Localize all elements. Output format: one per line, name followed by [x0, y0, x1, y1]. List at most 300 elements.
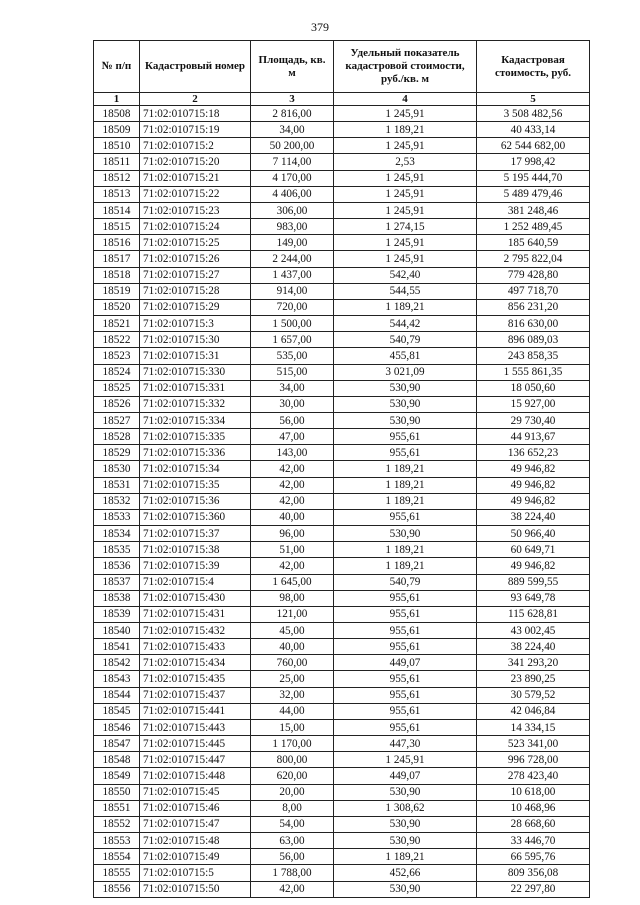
- cadastral-number-cell: 71:02:010715:434: [140, 655, 251, 671]
- cadastral-value-cell: 30 579,52: [477, 687, 590, 703]
- cadastral-value-cell: 49 946,82: [477, 493, 590, 509]
- cadastral-value-cell: 60 649,71: [477, 542, 590, 558]
- specific-value-cell: 540,79: [334, 332, 477, 348]
- cadastral-value-cell: 15 927,00: [477, 396, 590, 412]
- cadastral-value-cell: 779 428,80: [477, 267, 590, 283]
- table-row: [94, 412, 590, 428]
- table-row: [94, 219, 590, 235]
- specific-value-cell: 544,42: [334, 316, 477, 332]
- area-cell: 30,00: [251, 396, 334, 412]
- area-cell: 914,00: [251, 283, 334, 299]
- specific-value-cell: 449,07: [334, 768, 477, 784]
- cadastral-value-cell: 49 946,82: [477, 461, 590, 477]
- row-number-cell: 18520: [94, 299, 140, 315]
- area-cell: 20,00: [251, 784, 334, 800]
- area-cell: 760,00: [251, 655, 334, 671]
- specific-value-cell: 955,61: [334, 703, 477, 719]
- row-number-cell: 18550: [94, 784, 140, 800]
- cadastral-value-cell: 115 628,81: [477, 606, 590, 622]
- area-cell: 4 170,00: [251, 170, 334, 186]
- cadastral-value-cell: 14 334,15: [477, 719, 590, 735]
- area-cell: 121,00: [251, 606, 334, 622]
- row-number-cell: 18536: [94, 558, 140, 574]
- cadastral-value-cell: 809 356,08: [477, 865, 590, 881]
- specific-value-cell: 530,90: [334, 380, 477, 396]
- cadastral-value-cell: 42 046,84: [477, 703, 590, 719]
- cadastral-number-cell: 71:02:010715:31: [140, 348, 251, 364]
- cadastral-value-cell: 40 433,14: [477, 122, 590, 138]
- cadastral-value-cell: 136 652,23: [477, 445, 590, 461]
- table-row: [94, 509, 590, 525]
- row-number-cell: 18522: [94, 332, 140, 348]
- specific-value-cell: 1 245,91: [334, 106, 477, 122]
- specific-value-cell: 530,90: [334, 412, 477, 428]
- row-number-cell: 18517: [94, 251, 140, 267]
- area-cell: 515,00: [251, 364, 334, 380]
- area-cell: 42,00: [251, 881, 334, 897]
- cadastral-value-cell: 2 795 822,04: [477, 251, 590, 267]
- row-number-cell: 18525: [94, 380, 140, 396]
- cadastral-number-cell: 71:02:010715:49: [140, 849, 251, 865]
- table-row: [94, 833, 590, 849]
- table-row: [94, 348, 590, 364]
- row-number-cell: 18528: [94, 429, 140, 445]
- area-cell: 42,00: [251, 477, 334, 493]
- table-row: [94, 154, 590, 170]
- cadastral-value-cell: 341 293,20: [477, 655, 590, 671]
- specific-value-cell: 3 021,09: [334, 364, 477, 380]
- cadastral-value-cell: 243 858,35: [477, 348, 590, 364]
- cadastral-value-cell: 10 468,96: [477, 800, 590, 816]
- row-number-cell: 18547: [94, 736, 140, 752]
- row-number-cell: 18511: [94, 154, 140, 170]
- table-row: [94, 493, 590, 509]
- area-cell: 56,00: [251, 849, 334, 865]
- area-cell: 720,00: [251, 299, 334, 315]
- cadastral-value-cell: 38 224,40: [477, 509, 590, 525]
- area-cell: 1 500,00: [251, 316, 334, 332]
- page-number: 379: [311, 20, 329, 34]
- column-number: 2: [140, 93, 251, 106]
- row-number-cell: 18523: [94, 348, 140, 364]
- specific-value-cell: 530,90: [334, 816, 477, 832]
- cadastral-number-cell: 71:02:010715:335: [140, 429, 251, 445]
- cadastral-value-cell: 43 002,45: [477, 623, 590, 639]
- row-number-cell: 18534: [94, 526, 140, 542]
- specific-value-cell: 955,61: [334, 687, 477, 703]
- row-number-cell: 18531: [94, 477, 140, 493]
- cadastral-number-cell: 71:02:010715:46: [140, 800, 251, 816]
- cadastral-value-cell: 996 728,00: [477, 752, 590, 768]
- area-cell: 42,00: [251, 461, 334, 477]
- table-row: [94, 768, 590, 784]
- specific-value-cell: 530,90: [334, 526, 477, 542]
- specific-value-cell: 1 245,91: [334, 138, 477, 154]
- specific-value-cell: 1 189,21: [334, 558, 477, 574]
- specific-value-cell: 955,61: [334, 623, 477, 639]
- header-cadastral-value: Кадастровая стоимость, руб.: [477, 41, 590, 93]
- specific-value-cell: 530,90: [334, 881, 477, 897]
- row-number-cell: 18513: [94, 186, 140, 202]
- cadastral-value-cell: 38 224,40: [477, 639, 590, 655]
- cadastral-number-cell: 71:02:010715:47: [140, 816, 251, 832]
- cadastral-number-cell: 71:02:010715:48: [140, 833, 251, 849]
- area-cell: 45,00: [251, 623, 334, 639]
- specific-value-cell: 1 245,91: [334, 752, 477, 768]
- row-number-cell: 18508: [94, 106, 140, 122]
- row-number-cell: 18556: [94, 881, 140, 897]
- specific-value-cell: 1 189,21: [334, 461, 477, 477]
- row-number-cell: 18510: [94, 138, 140, 154]
- cadastral-number-cell: 71:02:010715:4: [140, 574, 251, 590]
- specific-value-cell: 1 189,21: [334, 849, 477, 865]
- cadastral-value-cell: 10 618,00: [477, 784, 590, 800]
- table-row: [94, 396, 590, 412]
- specific-value-cell: 530,90: [334, 833, 477, 849]
- row-number-cell: 18518: [94, 267, 140, 283]
- cadastral-value-cell: 18 050,60: [477, 380, 590, 396]
- cadastral-value-cell: 49 946,82: [477, 558, 590, 574]
- table-row: [94, 655, 590, 671]
- area-cell: 25,00: [251, 671, 334, 687]
- row-number-cell: 18554: [94, 849, 140, 865]
- table-row: [94, 606, 590, 622]
- cadastral-number-cell: 71:02:010715:448: [140, 768, 251, 784]
- row-number-cell: 18546: [94, 719, 140, 735]
- area-cell: 50 200,00: [251, 138, 334, 154]
- cadastral-number-cell: 71:02:010715:19: [140, 122, 251, 138]
- row-number-cell: 18539: [94, 606, 140, 622]
- cadastral-value-cell: 381 248,46: [477, 202, 590, 218]
- cadastral-table: [93, 40, 590, 898]
- row-number-cell: 18521: [94, 316, 140, 332]
- cadastral-number-cell: 71:02:010715:20: [140, 154, 251, 170]
- row-number-cell: 18509: [94, 122, 140, 138]
- table-row: [94, 299, 590, 315]
- specific-value-cell: 449,07: [334, 655, 477, 671]
- cadastral-value-cell: 22 297,80: [477, 881, 590, 897]
- table-row: [94, 122, 590, 138]
- cadastral-value-cell: 3 508 482,56: [477, 106, 590, 122]
- row-number-cell: 18524: [94, 364, 140, 380]
- row-number-cell: 18514: [94, 202, 140, 218]
- cadastral-number-cell: 71:02:010715:30: [140, 332, 251, 348]
- area-cell: 143,00: [251, 445, 334, 461]
- column-number: 5: [477, 93, 590, 106]
- cadastral-number-cell: 71:02:010715:331: [140, 380, 251, 396]
- table-row: [94, 719, 590, 735]
- cadastral-number-cell: 71:02:010715:3: [140, 316, 251, 332]
- cadastral-value-cell: 497 718,70: [477, 283, 590, 299]
- area-cell: 47,00: [251, 429, 334, 445]
- table-row: [94, 623, 590, 639]
- cadastral-value-cell: 889 599,55: [477, 574, 590, 590]
- table-row: [94, 574, 590, 590]
- area-cell: 983,00: [251, 219, 334, 235]
- table-row: [94, 138, 590, 154]
- area-cell: 42,00: [251, 493, 334, 509]
- specific-value-cell: 1 189,21: [334, 477, 477, 493]
- table-row: [94, 445, 590, 461]
- specific-value-cell: 455,81: [334, 348, 477, 364]
- cadastral-number-cell: 71:02:010715:21: [140, 170, 251, 186]
- table-row: [94, 736, 590, 752]
- cadastral-value-cell: 17 998,42: [477, 154, 590, 170]
- area-cell: 34,00: [251, 380, 334, 396]
- cadastral-value-cell: 44 913,67: [477, 429, 590, 445]
- row-number-cell: 18512: [94, 170, 140, 186]
- row-number-cell: 18515: [94, 219, 140, 235]
- table-row: [94, 639, 590, 655]
- specific-value-cell: 1 189,21: [334, 122, 477, 138]
- cadastral-number-cell: 71:02:010715:50: [140, 881, 251, 897]
- specific-value-cell: 1 189,21: [334, 542, 477, 558]
- area-cell: 32,00: [251, 687, 334, 703]
- row-number-cell: 18548: [94, 752, 140, 768]
- cadastral-number-cell: 71:02:010715:34: [140, 461, 251, 477]
- cadastral-value-cell: 1 252 489,45: [477, 219, 590, 235]
- cadastral-value-cell: 29 730,40: [477, 412, 590, 428]
- cadastral-number-cell: 71:02:010715:332: [140, 396, 251, 412]
- table-row: [94, 235, 590, 251]
- table-row: [94, 542, 590, 558]
- table-row: [94, 106, 590, 122]
- specific-value-cell: 540,79: [334, 574, 477, 590]
- header-specific-value: Удельный показатель кадастровой стоимости, руб./кв. м: [334, 41, 477, 93]
- table-row: [94, 380, 590, 396]
- row-number-cell: 18540: [94, 623, 140, 639]
- row-number-cell: 18543: [94, 671, 140, 687]
- table-row: [94, 800, 590, 816]
- specific-value-cell: 2,53: [334, 154, 477, 170]
- specific-value-cell: 447,30: [334, 736, 477, 752]
- cadastral-number-cell: 71:02:010715:22: [140, 186, 251, 202]
- specific-value-cell: 542,40: [334, 267, 477, 283]
- cadastral-number-cell: 71:02:010715:431: [140, 606, 251, 622]
- area-cell: 44,00: [251, 703, 334, 719]
- specific-value-cell: 1 274,15: [334, 219, 477, 235]
- area-cell: 800,00: [251, 752, 334, 768]
- specific-value-cell: 544,55: [334, 283, 477, 299]
- cadastral-number-cell: 71:02:010715:26: [140, 251, 251, 267]
- table-row: [94, 752, 590, 768]
- area-cell: 2 816,00: [251, 106, 334, 122]
- cadastral-number-cell: 71:02:010715:37: [140, 526, 251, 542]
- area-cell: 40,00: [251, 639, 334, 655]
- cadastral-number-cell: 71:02:010715:443: [140, 719, 251, 735]
- table-row: [94, 558, 590, 574]
- row-number-cell: 18552: [94, 816, 140, 832]
- table-row: [94, 865, 590, 881]
- area-cell: 98,00: [251, 590, 334, 606]
- cadastral-number-cell: 71:02:010715:18: [140, 106, 251, 122]
- column-number-row: [94, 93, 590, 106]
- cadastral-value-cell: 856 231,20: [477, 299, 590, 315]
- area-cell: 54,00: [251, 816, 334, 832]
- specific-value-cell: 1 245,91: [334, 202, 477, 218]
- cadastral-value-cell: 62 544 682,00: [477, 138, 590, 154]
- row-number-cell: 18529: [94, 445, 140, 461]
- row-number-cell: 18549: [94, 768, 140, 784]
- specific-value-cell: 452,66: [334, 865, 477, 881]
- cadastral-number-cell: 71:02:010715:437: [140, 687, 251, 703]
- specific-value-cell: 1 245,91: [334, 251, 477, 267]
- cadastral-number-cell: 71:02:010715:36: [140, 493, 251, 509]
- row-number-cell: 18545: [94, 703, 140, 719]
- table-row: [94, 316, 590, 332]
- specific-value-cell: 530,90: [334, 396, 477, 412]
- table-row: [94, 267, 590, 283]
- specific-value-cell: 955,61: [334, 606, 477, 622]
- row-number-cell: 18516: [94, 235, 140, 251]
- cadastral-value-cell: 23 890,25: [477, 671, 590, 687]
- cadastral-value-cell: 49 946,82: [477, 477, 590, 493]
- area-cell: 306,00: [251, 202, 334, 218]
- cadastral-value-cell: 33 446,70: [477, 833, 590, 849]
- area-cell: 42,00: [251, 558, 334, 574]
- area-cell: 56,00: [251, 412, 334, 428]
- area-cell: 96,00: [251, 526, 334, 542]
- row-number-cell: 18542: [94, 655, 140, 671]
- cadastral-number-cell: 71:02:010715:27: [140, 267, 251, 283]
- specific-value-cell: 955,61: [334, 719, 477, 735]
- table-row: [94, 687, 590, 703]
- table-header-row: [94, 41, 590, 93]
- table-row: [94, 816, 590, 832]
- table-row: [94, 170, 590, 186]
- specific-value-cell: 1 245,91: [334, 235, 477, 251]
- cadastral-number-cell: 71:02:010715:433: [140, 639, 251, 655]
- area-cell: 63,00: [251, 833, 334, 849]
- header-cadastral-number: Кадастровый номер: [140, 41, 251, 93]
- cadastral-value-cell: 5 489 479,46: [477, 186, 590, 202]
- cadastral-value-cell: 523 341,00: [477, 736, 590, 752]
- cadastral-number-cell: 71:02:010715:45: [140, 784, 251, 800]
- table-row: [94, 202, 590, 218]
- cadastral-number-cell: 71:02:010715:432: [140, 623, 251, 639]
- specific-value-cell: 955,61: [334, 429, 477, 445]
- area-cell: 4 406,00: [251, 186, 334, 202]
- row-number-cell: 18555: [94, 865, 140, 881]
- specific-value-cell: 955,61: [334, 509, 477, 525]
- table-row: [94, 332, 590, 348]
- cadastral-number-cell: 71:02:010715:430: [140, 590, 251, 606]
- row-number-cell: 18553: [94, 833, 140, 849]
- cadastral-number-cell: 71:02:010715:38: [140, 542, 251, 558]
- column-number: 4: [334, 93, 477, 106]
- cadastral-number-cell: 71:02:010715:29: [140, 299, 251, 315]
- table-row: [94, 429, 590, 445]
- cadastral-value-cell: 816 630,00: [477, 316, 590, 332]
- area-cell: 535,00: [251, 348, 334, 364]
- cadastral-value-cell: 185 640,59: [477, 235, 590, 251]
- row-number-cell: 18544: [94, 687, 140, 703]
- cadastral-number-cell: 71:02:010715:445: [140, 736, 251, 752]
- cadastral-number-cell: 71:02:010715:24: [140, 219, 251, 235]
- area-cell: 1 657,00: [251, 332, 334, 348]
- cadastral-number-cell: 71:02:010715:334: [140, 412, 251, 428]
- table-row: [94, 526, 590, 542]
- cadastral-number-cell: 71:02:010715:35: [140, 477, 251, 493]
- cadastral-value-cell: 896 089,03: [477, 332, 590, 348]
- table-row: [94, 703, 590, 719]
- cadastral-number-cell: 71:02:010715:330: [140, 364, 251, 380]
- row-number-cell: 18537: [94, 574, 140, 590]
- table-row: [94, 881, 590, 897]
- cadastral-value-cell: 66 595,76: [477, 849, 590, 865]
- area-cell: 1 788,00: [251, 865, 334, 881]
- row-number-cell: 18526: [94, 396, 140, 412]
- header-area: Площадь, кв. м: [251, 41, 334, 93]
- cadastral-value-cell: 93 649,78: [477, 590, 590, 606]
- table-row: [94, 477, 590, 493]
- cadastral-value-cell: 278 423,40: [477, 768, 590, 784]
- cadastral-number-cell: 71:02:010715:28: [140, 283, 251, 299]
- table-row: [94, 461, 590, 477]
- cadastral-number-cell: 71:02:010715:25: [140, 235, 251, 251]
- specific-value-cell: 1 189,21: [334, 493, 477, 509]
- specific-value-cell: 1 245,91: [334, 186, 477, 202]
- area-cell: 1 437,00: [251, 267, 334, 283]
- table-body: [94, 106, 590, 898]
- cadastral-number-cell: 71:02:010715:23: [140, 202, 251, 218]
- cadastral-value-cell: 1 555 861,35: [477, 364, 590, 380]
- table-row: [94, 283, 590, 299]
- area-cell: 620,00: [251, 768, 334, 784]
- table-row: [94, 784, 590, 800]
- cadastral-number-cell: 71:02:010715:360: [140, 509, 251, 525]
- area-cell: 34,00: [251, 122, 334, 138]
- cadastral-value-cell: 28 668,60: [477, 816, 590, 832]
- table-row: [94, 671, 590, 687]
- area-cell: 40,00: [251, 509, 334, 525]
- area-cell: 15,00: [251, 719, 334, 735]
- area-cell: 7 114,00: [251, 154, 334, 170]
- area-cell: 1 170,00: [251, 736, 334, 752]
- specific-value-cell: 1 308,62: [334, 800, 477, 816]
- area-cell: 2 244,00: [251, 251, 334, 267]
- specific-value-cell: 955,61: [334, 639, 477, 655]
- specific-value-cell: 955,61: [334, 671, 477, 687]
- cadastral-number-cell: 71:02:010715:336: [140, 445, 251, 461]
- row-number-cell: 18538: [94, 590, 140, 606]
- row-number-cell: 18519: [94, 283, 140, 299]
- row-number-cell: 18527: [94, 412, 140, 428]
- header-number: № п/п: [94, 41, 140, 93]
- specific-value-cell: 1 245,91: [334, 170, 477, 186]
- table-row: [94, 251, 590, 267]
- column-number: 1: [94, 93, 140, 106]
- row-number-cell: 18541: [94, 639, 140, 655]
- table-row: [94, 364, 590, 380]
- cadastral-number-cell: 71:02:010715:447: [140, 752, 251, 768]
- row-number-cell: 18551: [94, 800, 140, 816]
- area-cell: 8,00: [251, 800, 334, 816]
- table-row: [94, 849, 590, 865]
- row-number-cell: 18533: [94, 509, 140, 525]
- row-number-cell: 18535: [94, 542, 140, 558]
- table-row: [94, 186, 590, 202]
- cadastral-number-cell: 71:02:010715:5: [140, 865, 251, 881]
- row-number-cell: 18532: [94, 493, 140, 509]
- area-cell: 51,00: [251, 542, 334, 558]
- table-row: [94, 590, 590, 606]
- specific-value-cell: 530,90: [334, 784, 477, 800]
- row-number-cell: 18530: [94, 461, 140, 477]
- cadastral-number-cell: 71:02:010715:435: [140, 671, 251, 687]
- cadastral-number-cell: 71:02:010715:441: [140, 703, 251, 719]
- specific-value-cell: 1 189,21: [334, 299, 477, 315]
